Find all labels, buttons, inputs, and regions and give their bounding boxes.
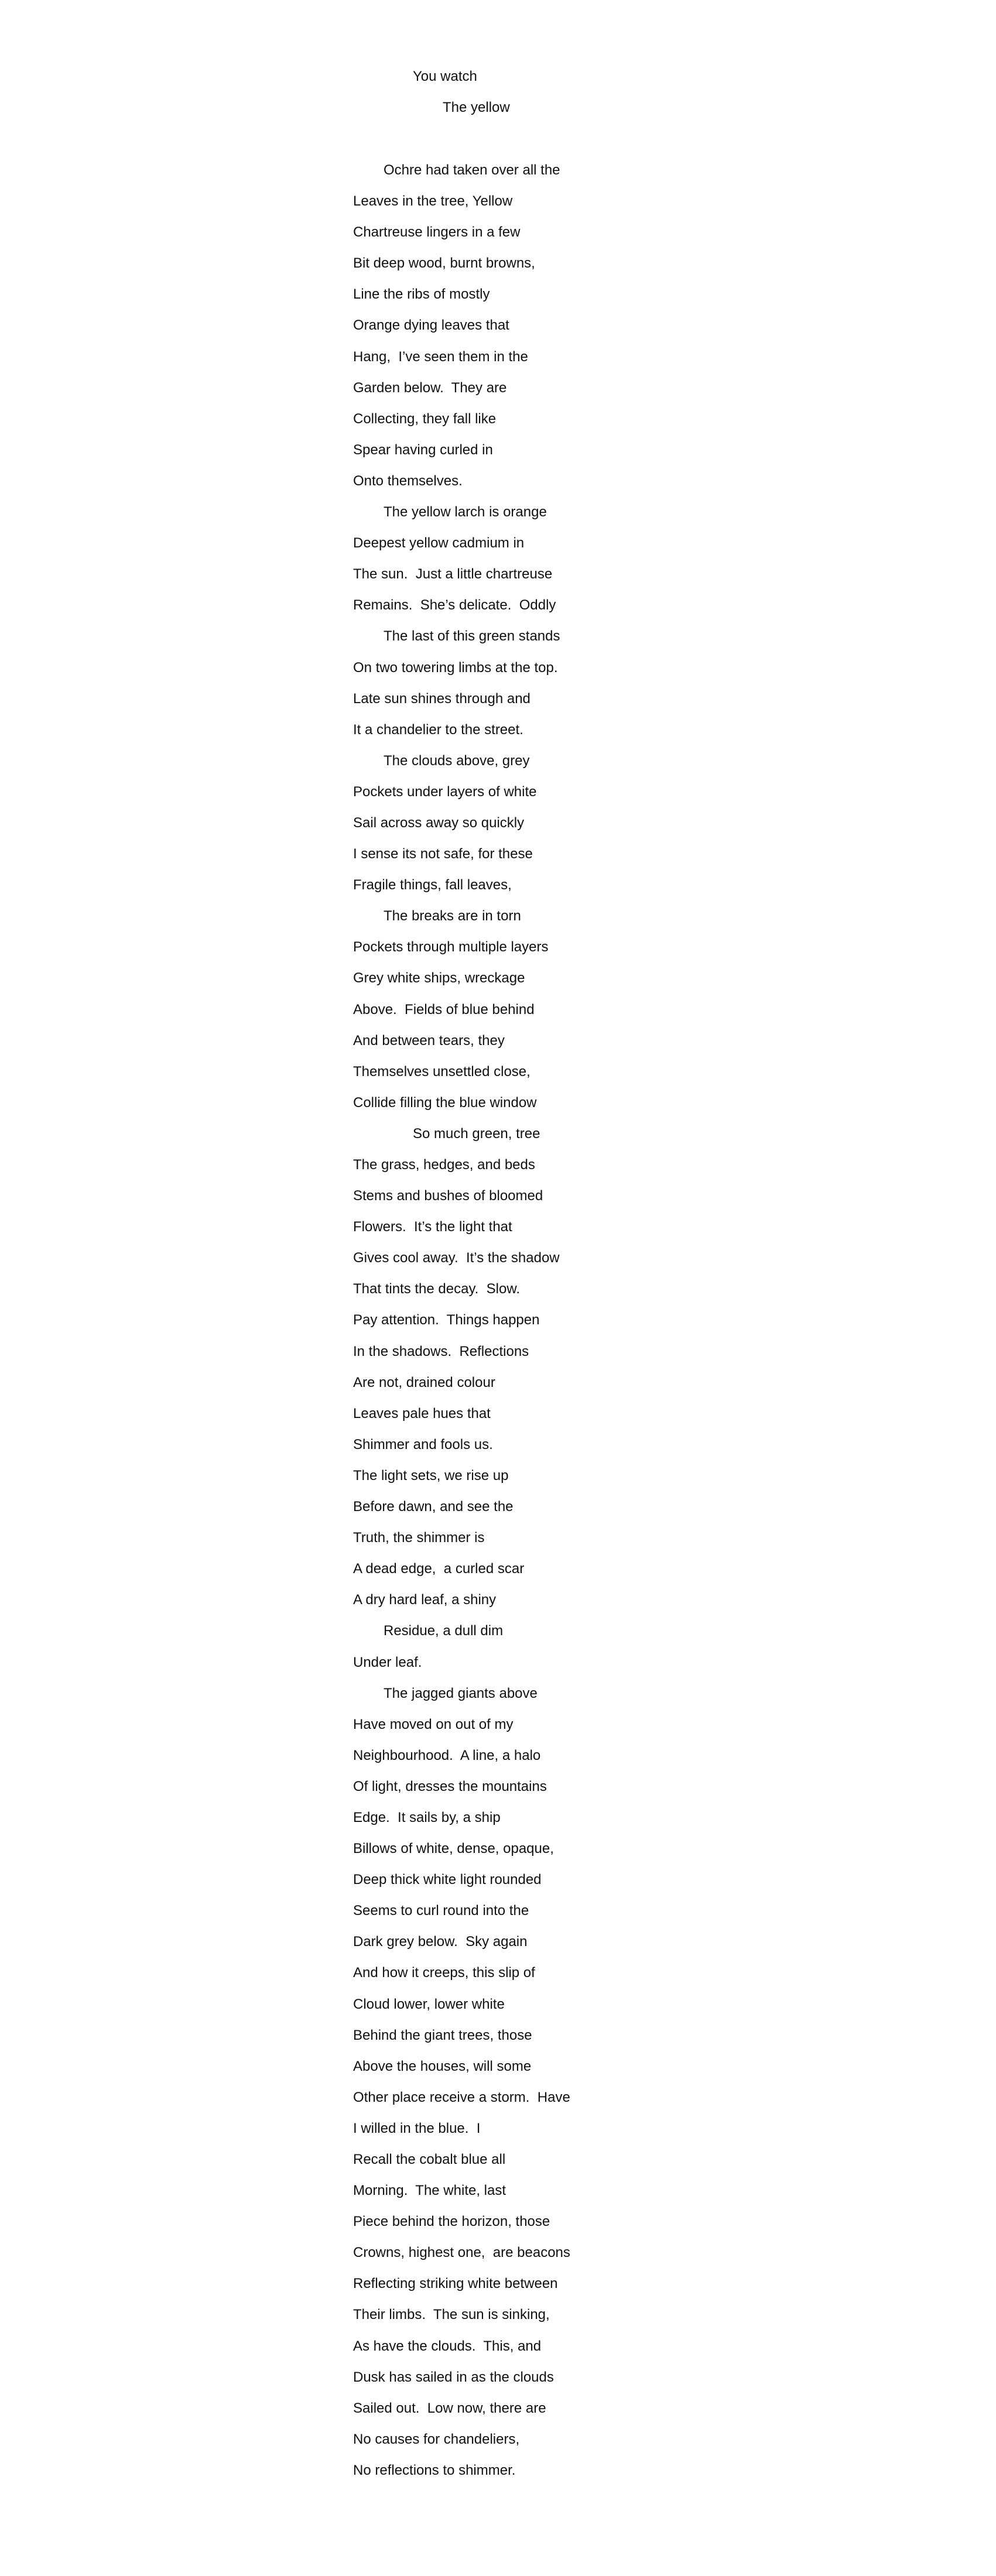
poem-line: Dark grey below. Sky again (353, 1934, 528, 1950)
poem-line: No causes for chandeliers, (353, 2431, 520, 2447)
poem-title-line-2: The yellow (443, 100, 510, 115)
poem-line: The last of this green stands (384, 628, 560, 645)
poem-line: So much green, tree (413, 1125, 540, 1142)
poem-line: Cloud lower, lower white (353, 1996, 505, 2012)
poem-line: Chartreuse lingers in a few (353, 224, 521, 241)
poem-line: Before dawn, and see the (353, 1499, 514, 1515)
poem-line: The breaks are in torn (384, 908, 521, 924)
poem-body (353, 162, 763, 2493)
poem-line: And how it creeps, this slip of (353, 1965, 535, 1981)
poem-line: Stems and bushes of bloomed (353, 1188, 543, 1204)
poem-line: Billows of white, dense, opaque, (353, 1841, 554, 1857)
poem-line: Above. Fields of blue behind (353, 1001, 535, 1018)
poem-title-line-1: You watch (413, 68, 477, 84)
poem-line: Have moved on out of my (353, 1716, 514, 1732)
poem-line: Collecting, they fall like (353, 410, 497, 427)
poem-line: Seems to curl round into the (353, 1903, 529, 1919)
poem-line: In the shadows. Reflections (353, 1343, 529, 1359)
poem-line: Piece behind the horizon, those (353, 2214, 550, 2230)
poem-line: The grass, hedges, and beds (353, 1157, 535, 1173)
poem-line: Leaves in the tree, Yellow (353, 193, 513, 210)
poem-line: Truth, the shimmer is (353, 1530, 485, 1546)
poem-line: Pockets through multiple layers (353, 939, 549, 955)
poem-line: I willed in the blue. I (353, 2120, 481, 2136)
poem-line: Grey white ships, wreckage (353, 970, 525, 986)
poem-line: Dusk has sailed in as the clouds (353, 2369, 554, 2385)
poem-line: Flowers. It’s the light that (353, 1219, 512, 1235)
poem-line: Their limbs. The sun is sinking, (353, 2307, 550, 2323)
poem-line: Collide filling the blue window (353, 1094, 537, 1111)
poem-line: Deep thick white light rounded (353, 1872, 542, 1888)
poem-line: Recall the cobalt blue all (353, 2152, 506, 2167)
poem-line: Ochre had taken over all the (384, 162, 560, 178)
poem-line: No reflections to shimmer. (353, 2462, 516, 2478)
poem-line: Garden below. They are (353, 379, 507, 396)
poem-line: Fragile things, fall leaves, (353, 877, 512, 893)
poem-line: Edge. It sails by, a ship (353, 1809, 501, 1825)
poem-line: And between tears, they (353, 1032, 505, 1049)
poem-line: Morning. The white, last (353, 2183, 506, 2199)
poem-line: Under leaf. (353, 1654, 422, 1670)
poem-line: Crowns, highest one, are beacons (353, 2245, 570, 2261)
poem-line: Leaves pale hues that (353, 1405, 491, 1421)
poem-line: Hang, I’ve seen them in the (353, 348, 528, 365)
poem-line: Deepest yellow cadmium in (353, 535, 525, 551)
poem-line: The sun. Just a little chartreuse (353, 566, 553, 583)
poem-line: The clouds above, grey (384, 752, 530, 769)
poem-line: It a chandelier to the street. (353, 721, 523, 738)
poem-line: Pockets under layers of white (353, 783, 537, 800)
poem-line: Above the houses, will some (353, 2058, 532, 2074)
poem-line: Line the ribs of mostly (353, 286, 490, 303)
poem-line: Orange dying leaves that (353, 317, 509, 334)
poem-line: Neighbourhood. A line, a halo (353, 1747, 541, 1763)
poem-line: As have the clouds. This, and (353, 2338, 542, 2354)
poem-line: On two towering limbs at the top. (353, 659, 558, 676)
poem-line: Residue, a dull dim (384, 1623, 504, 1639)
poem-line: Sailed out. Low now, there are (353, 2400, 546, 2416)
poem-line: Reflecting striking white between (353, 2276, 558, 2292)
poem-line: Shimmer and fools us. (353, 1436, 493, 1453)
poem-line: Bit deep wood, burnt browns, (353, 255, 535, 272)
poem-line: The light sets, we rise up (353, 1467, 509, 1484)
poem-line: Themselves unsettled close, (353, 1063, 530, 1080)
poem-line: The jagged giants above (384, 1685, 538, 1701)
poem-line: Other place receive a storm. Have (353, 2089, 570, 2105)
poem-line: I sense its not safe, for these (353, 846, 533, 862)
poem-line: Gives cool away. It’s the shadow (353, 1250, 560, 1266)
poem-line: Onto themselves. (353, 472, 463, 489)
poem-line: A dead edge, a curled scar (353, 1561, 525, 1577)
poem-line: Spear having curled in (353, 441, 493, 458)
poem-line: Remains. She’s delicate. Oddly (353, 597, 556, 614)
poem-line: Behind the giant trees, those (353, 2027, 532, 2043)
poem-line: A dry hard leaf, a shiny (353, 1592, 497, 1608)
poem-line: Sail across away so quickly (353, 814, 525, 831)
poem-line: Of light, dresses the mountains (353, 1778, 547, 1794)
poem-line: Late sun shines through and (353, 690, 530, 707)
poem-line: Pay attention. Things happen (353, 1312, 540, 1328)
poem-line: Are not, drained colour (353, 1374, 495, 1390)
poem-line: That tints the decay. Slow. (353, 1281, 521, 1297)
poem-line: The yellow larch is orange (384, 504, 547, 520)
